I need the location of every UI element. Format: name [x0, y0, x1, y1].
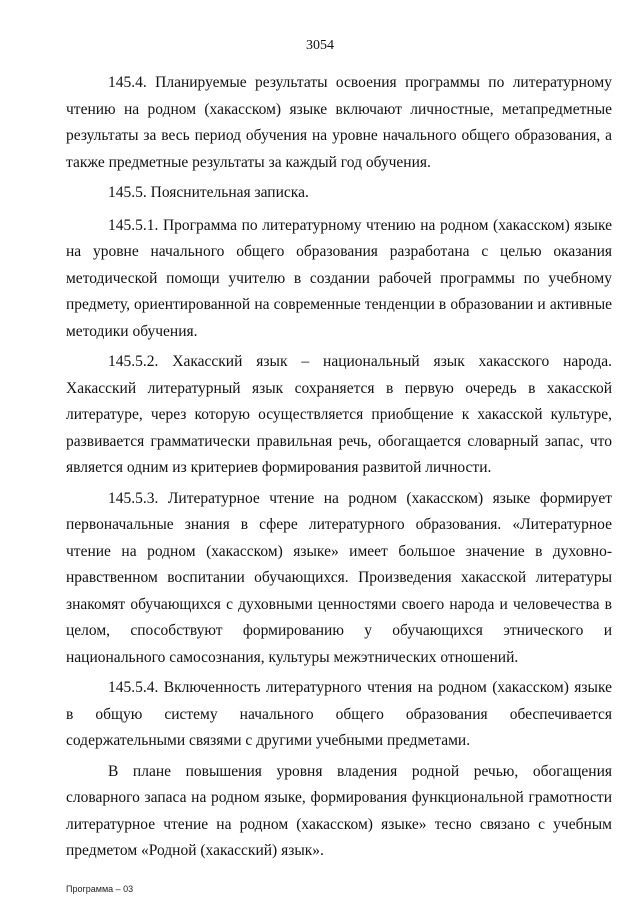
paragraph-native-speech: В плане повышения уровня владения родной речью, обогащения словарного запаса на родном языке, формирования функциональной грамотности литературное чтение на родном (хакасском) языке» тесно связано с учебным предметом «Родной (хакасский) язык». [66, 762, 612, 859]
footer-label: Программа – 03 [66, 884, 134, 894]
paragraph-145-5-4: 145.5.4. Включенность литературного чтения на родном (хакасском) языке в общую систему начального общего образования обеспечивается содержательными связями с другими учебными предметами. [66, 679, 612, 749]
paragraph-145-5-2: 145.5.2. Хакасский язык – национальный язык хакасского народа. Хакасский литературный язык сохраняется в первую очередь в хакасской литературе, через которую осуществляется приобщение к хакасской культуре, развивается грамматически правильная речь, обогащается словарный запас, что является одним из критериев формирования развитой личности. [66, 353, 612, 476]
paragraph-145-4: 145.4. Планируемые результаты освоения программы по литературному чтению на родном (хакасском) языке включают личностные, метапредметные результаты за весь период обучения на уровне начального общего образования, а также предметные результаты за каждый год обучения. [66, 74, 612, 171]
paragraph-145-5-heading: 145.5. Пояснительная записка. [108, 184, 309, 201]
page-number: 3054 [306, 38, 334, 53]
paragraph-145-5-3: 145.5.3. Литературное чтение на родном (хакасском) языке формирует первоначальные знания в сфере литературного образования. «Литературное чтение на родном (хакасском) языке» имеет большое значение в духовно-нравственном воспитании обучающихся. Произведения хакасской литературы знакомят обучающихся с духовными ценностями своего народа и человечества в целом, способствуют формированию у обучающихся этнического и национального самосознания, культуры межэтнических отношений. [66, 489, 612, 666]
document-body [66, 70, 612, 865]
paragraph-145-5-1: 145.5.1. Программа по литературному чтению на родном (хакасском) языке на уровне начального общего образования разработана с целью оказания методической помощи учителю в создании рабочей программы по учебному предмету, ориентированной на современные тенденции в образовании и активные методики обучения. [66, 216, 612, 340]
